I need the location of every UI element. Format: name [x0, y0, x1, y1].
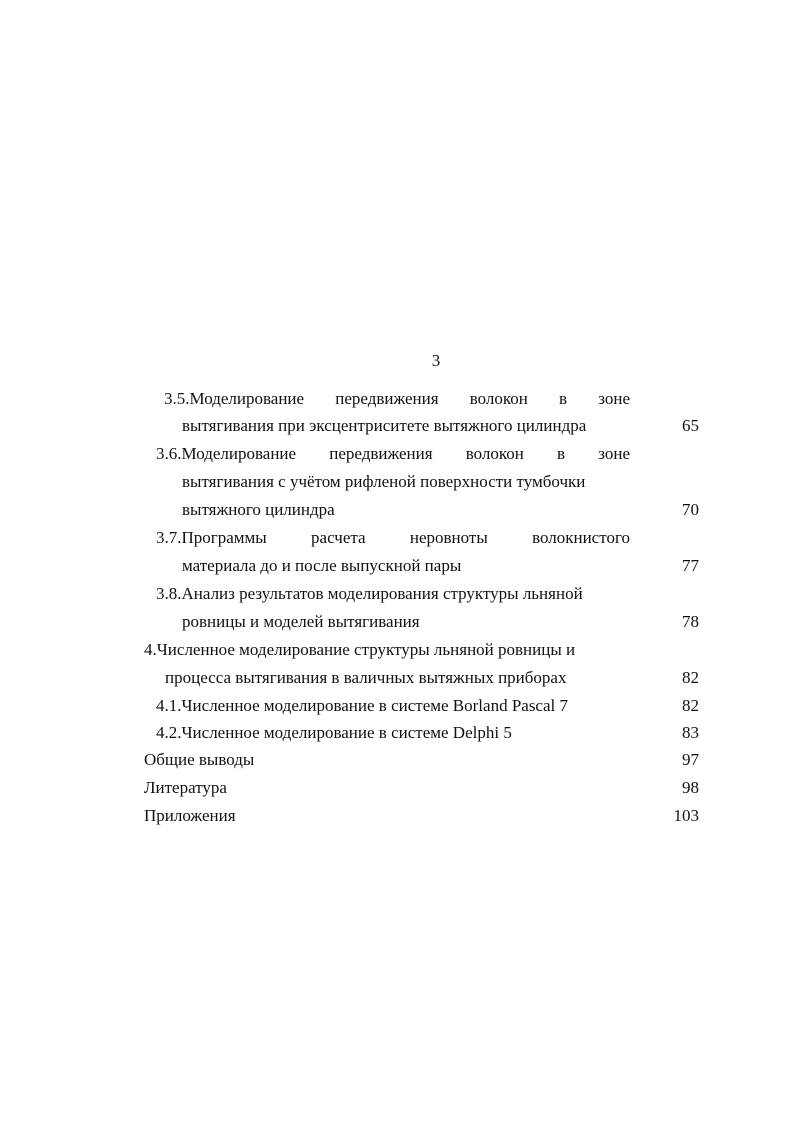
toc-word: расчета: [311, 528, 366, 547]
toc-word: волокон: [465, 444, 524, 463]
toc-entry-3-6-line-3: вытяжного цилиндра: [182, 500, 335, 519]
toc-entry-3-5-page: 65: [682, 416, 699, 435]
toc-entry-appendices-line-1: Приложения: [144, 806, 236, 825]
toc-entry-4-page: 82: [682, 668, 699, 687]
page-number: 3: [431, 351, 441, 370]
toc-word: в: [557, 444, 566, 463]
toc-word: зоне: [598, 444, 630, 463]
toc-entry-3-5-line-1: [164, 388, 630, 410]
toc-word: 3.6.Моделирование: [156, 444, 297, 463]
toc-word: передвижения: [335, 389, 439, 408]
toc-word: 3.5.Моделирование: [164, 389, 305, 408]
toc-entry-4-1-line-1: 4.1.Численное моделирование в системе Borland Pascal 7: [156, 696, 568, 715]
toc-entry-3-7-line-2: материала до и после выпускной пары: [182, 556, 462, 575]
toc-entry-3-8-line-1: 3.8.Анализ результатов моделирования структуры льняной: [156, 584, 583, 603]
toc-word: волокон: [469, 389, 528, 408]
toc-word: передвижения: [329, 444, 433, 463]
toc-entry-conclusions-page: 97: [682, 750, 699, 769]
toc-word: зоне: [598, 389, 630, 408]
toc-entry-3-5-line-2: вытягивания при эксцентриситете вытяжного цилиндра: [182, 416, 587, 435]
toc-word: неровноты: [409, 528, 488, 547]
toc-entry-literature-page: 98: [682, 778, 699, 797]
toc-entry-4-line-1: 4.Численное моделирование структуры льняной ровницы и: [144, 640, 576, 659]
toc-entry-3-8-line-2: ровницы и моделей вытягивания: [182, 612, 420, 631]
toc-entry-4-line-2: процесса вытягивания в валичных вытяжных приборах: [165, 668, 567, 687]
toc-entry-literature-line-1: Литература: [144, 778, 227, 797]
toc-entry-3-7-page: 77: [682, 556, 699, 575]
toc-entry-appendices-page: 103: [673, 806, 699, 825]
toc-word: 3.7.Программы: [156, 528, 267, 547]
toc-entry-3-6-page: 70: [682, 500, 699, 519]
toc-entry-3-6-line-1: [156, 443, 630, 465]
toc-entry-conclusions-line-1: Общие выводы: [144, 750, 255, 769]
toc-entry-3-6-line-2: вытягивания с учётом рифленой поверхности тумбочки: [182, 472, 586, 491]
toc-entry-3-8-page: 78: [682, 612, 699, 631]
toc-word: в: [559, 389, 568, 408]
toc-entry-4-2-line-1: 4.2.Численное моделирование в системе Delphi 5: [156, 723, 512, 742]
toc-entry-4-2-page: 83: [682, 723, 699, 742]
toc-word: волокнистого: [532, 528, 630, 547]
toc-entry-4-1-page: 82: [682, 696, 699, 715]
toc-entry-3-7-line-1: [156, 527, 630, 549]
